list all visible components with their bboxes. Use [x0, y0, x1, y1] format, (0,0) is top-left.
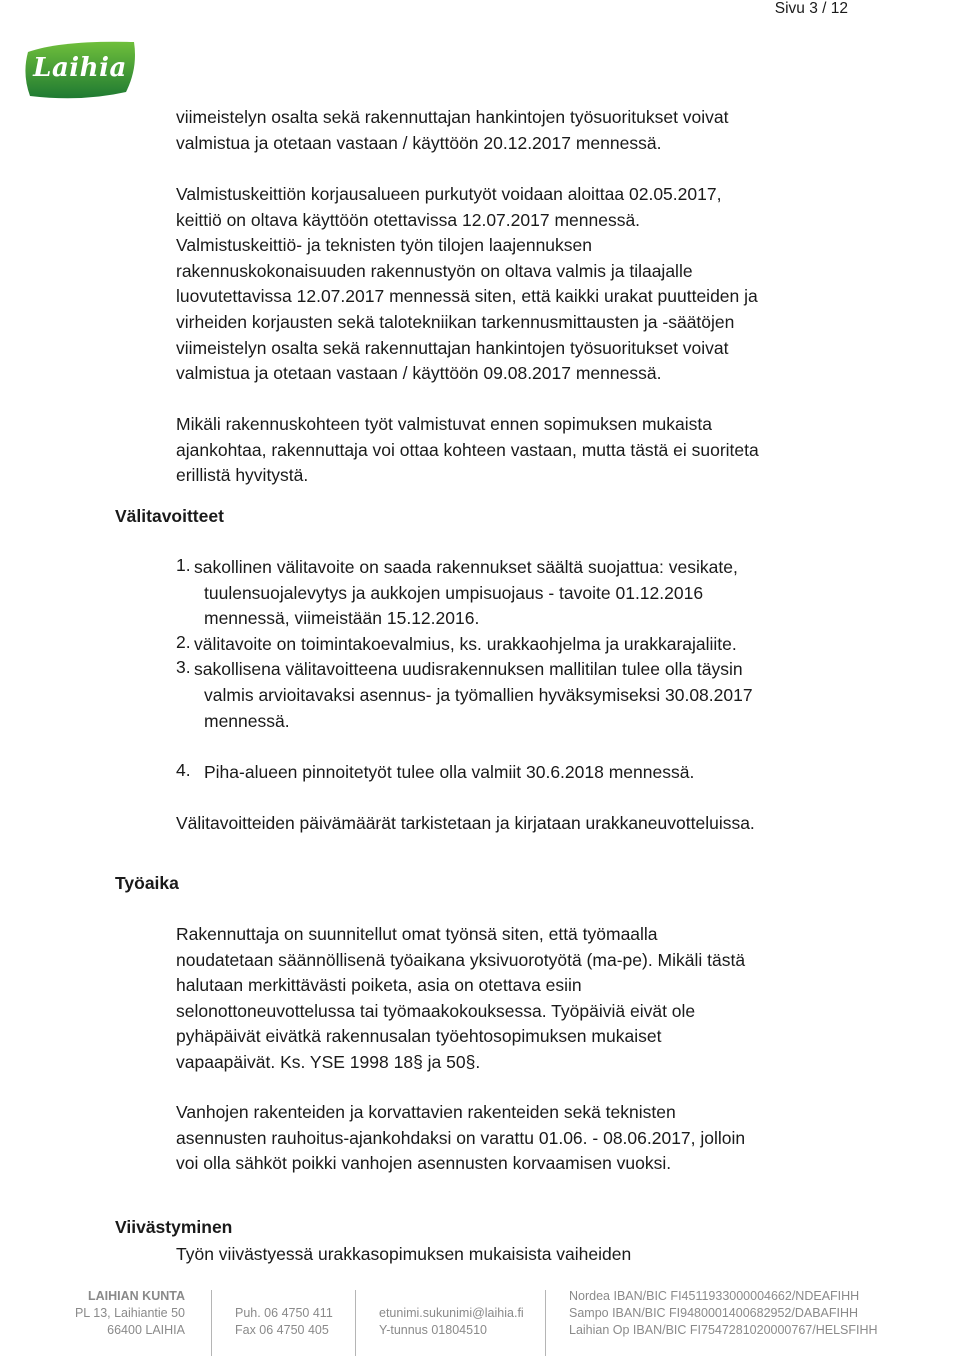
text-line: pyhäpäivät eivätkä rakennusalan työehtosopimuksen mukaiset [176, 1026, 662, 1047]
footer-bank-line: Sampo IBAN/BIC FI9480001400682952/DABAFIHH [569, 1306, 859, 1320]
milestone-note [176, 811, 866, 837]
text-line: keittiö on oltava käyttöön otettavissa 12.07.2017 mennessä. [176, 209, 641, 230]
text-line: sakollisena välitavoitteena uudisrakennuksen mallitilan tulee olla täysin [194, 659, 743, 680]
list-item [176, 657, 866, 734]
text-line: mennessä, viimeistään 15.12.2016. [204, 608, 480, 629]
footer-divider [211, 1290, 212, 1356]
list-item [176, 760, 866, 786]
text-line: halutaan merkittävästi poiketa, asia on otettava esiin [176, 975, 582, 996]
text-line: Valmistuskeittiön korjausalueen purkutyöt voidaan aloittaa 02.05.2017, [176, 184, 722, 204]
footer-contact-block [379, 1305, 524, 1339]
text-line: valmis arvioitavaksi asennus- ja työmallien hyväksymiseksi 30.08.2017 [204, 684, 753, 705]
text-line: noudatetaan säännöllisenä työaikana yksivuorotyötä (ma-pe). Mikäli tästä [176, 949, 746, 970]
text-line: valmistua ja otetaan vastaan / käyttöön 20.12.2017 mennessä. [176, 132, 662, 153]
logo-text: Laihia [33, 53, 127, 83]
text-line: vapaapäivät. Ks. YSE 1998 18§ ja 50§. [176, 1051, 481, 1072]
text-line: valmistua ja otetaan vastaan / käyttöön 09.08.2017 mennessä. [176, 363, 662, 384]
text-line: välitavoite on toimintakoevalmius, ks. urakkaohjelma ja urakkarajaliite. [194, 633, 737, 654]
text-line: luovutettavissa 12.07.2017 mennessä siten, että kaikki urakat puutteiden ja [176, 286, 758, 307]
text-line: mennessä. [204, 710, 290, 731]
intro-paragraph-1 [176, 105, 866, 156]
list-number: 1. [176, 555, 191, 575]
footer-business-id: Y-tunnus 01804510 [379, 1323, 487, 1337]
page-footer [0, 1286, 960, 1346]
footer-address-line: 66400 LAIHIA [107, 1323, 185, 1337]
milestone-list [176, 555, 866, 734]
section-heading-tyoaika: Työaika [115, 873, 179, 893]
text-line: Valmistuskeittiö- ja teknisten työn tilojen laajennuksen [176, 235, 593, 256]
milestone-list-continued [176, 760, 866, 786]
text-line: Työn viivästyessä urakkasopimuksen mukaisista vaiheiden [176, 1244, 632, 1264]
footer-divider [545, 1290, 546, 1356]
text-line: Vanhojen rakenteiden ja korvattavien rakenteiden sekä teknisten [176, 1102, 676, 1122]
list-number: 4. [176, 760, 191, 780]
text-line: viimeistelyn osalta sekä rakennuttajan hankintojen työsuoritukset voivat [176, 107, 729, 127]
text-line: virheiden korjausten sekä talotekniikan tarkennusmittausten ja -säätöjen [176, 311, 735, 332]
page-number: Sivu 3 / 12 [774, 0, 848, 17]
text-line: tuulensuojalevytys ja aukkojen umpisuojaus - tavoite 01.12.2016 [204, 582, 704, 603]
footer-bank-line: Nordea IBAN/BIC FI4511933000004662/NDEAFIHH [569, 1289, 860, 1303]
text-line: erillistä hyvitystä. [176, 465, 309, 486]
footer-email: etunimi.sukunimi@laihia.fi [379, 1306, 524, 1320]
delay-paragraph [176, 1242, 866, 1268]
text-line: viimeistelyn osalta sekä rakennuttajan hankintojen työsuoritukset voivat [176, 337, 729, 358]
list-number: 3. [176, 657, 191, 678]
list-item [176, 555, 866, 632]
list-item [176, 632, 866, 658]
text-line: Välitavoitteiden päivämäärät tarkistetaan ja kirjataan urakkaneuvotteluissa. [176, 813, 755, 833]
intro-paragraph-2 [176, 182, 866, 387]
text-line: rakennuskokonaisuuden rakennustyön on oltava valmis ja tilaajalle [176, 260, 693, 281]
footer-phone: Puh. 06 4750 411 [235, 1306, 333, 1320]
laihia-logo [22, 38, 138, 102]
text-line: selonottoneuvottelussa tai työmaakokouksessa. Työpäiviä eivät ole [176, 1000, 696, 1021]
working-time-paragraph-1 [176, 922, 866, 1076]
footer-address-line: PL 13, Laihiantie 50 [74, 1306, 185, 1320]
text-line: Rakennuttaja on suunnitellut omat työnsä siten, että työmaalla [176, 924, 658, 944]
footer-fax: Fax 06 4750 405 [235, 1323, 329, 1337]
section-heading-viivastyminen: Viivästyminen [115, 1217, 233, 1237]
working-time-paragraph-2 [176, 1100, 866, 1177]
text-line: voi olla sähköt poikki vanhojen asennusten korvaamisen vuoksi. [176, 1153, 672, 1174]
footer-bank-line: Laihian Op IBAN/BIC FI7547281020000767/HELSFIHH [569, 1323, 878, 1337]
footer-divider [355, 1290, 356, 1356]
text-line: asennusten rauhoitus-ajankohdaksi on varattu 01.06. - 08.06.2017, jolloin [176, 1127, 746, 1148]
list-number: 2. [176, 631, 191, 652]
footer-bank-block [569, 1288, 878, 1339]
footer-org: LAIHIAN KUNTA [88, 1289, 185, 1303]
text-line: Mikäli rakennuskohteen työt valmistuvat ennen sopimuksen mukaista [176, 414, 712, 434]
footer-phone-block [235, 1305, 333, 1339]
text-line: Piha-alueen pinnoitetyöt tulee olla valmiit 30.6.2018 mennessä. [204, 762, 695, 782]
text-line: sakollinen välitavoite on saada rakennukset säältä suojattua: vesikate, [194, 557, 738, 577]
text-line: ajankohtaa, rakennuttaja voi ottaa kohteen vastaan, mutta tästä ei suoriteta [176, 439, 759, 460]
footer-address [60, 1288, 185, 1339]
section-heading-valitavoitteet: Välitavoitteet [115, 506, 224, 526]
intro-paragraph-3 [176, 412, 866, 489]
